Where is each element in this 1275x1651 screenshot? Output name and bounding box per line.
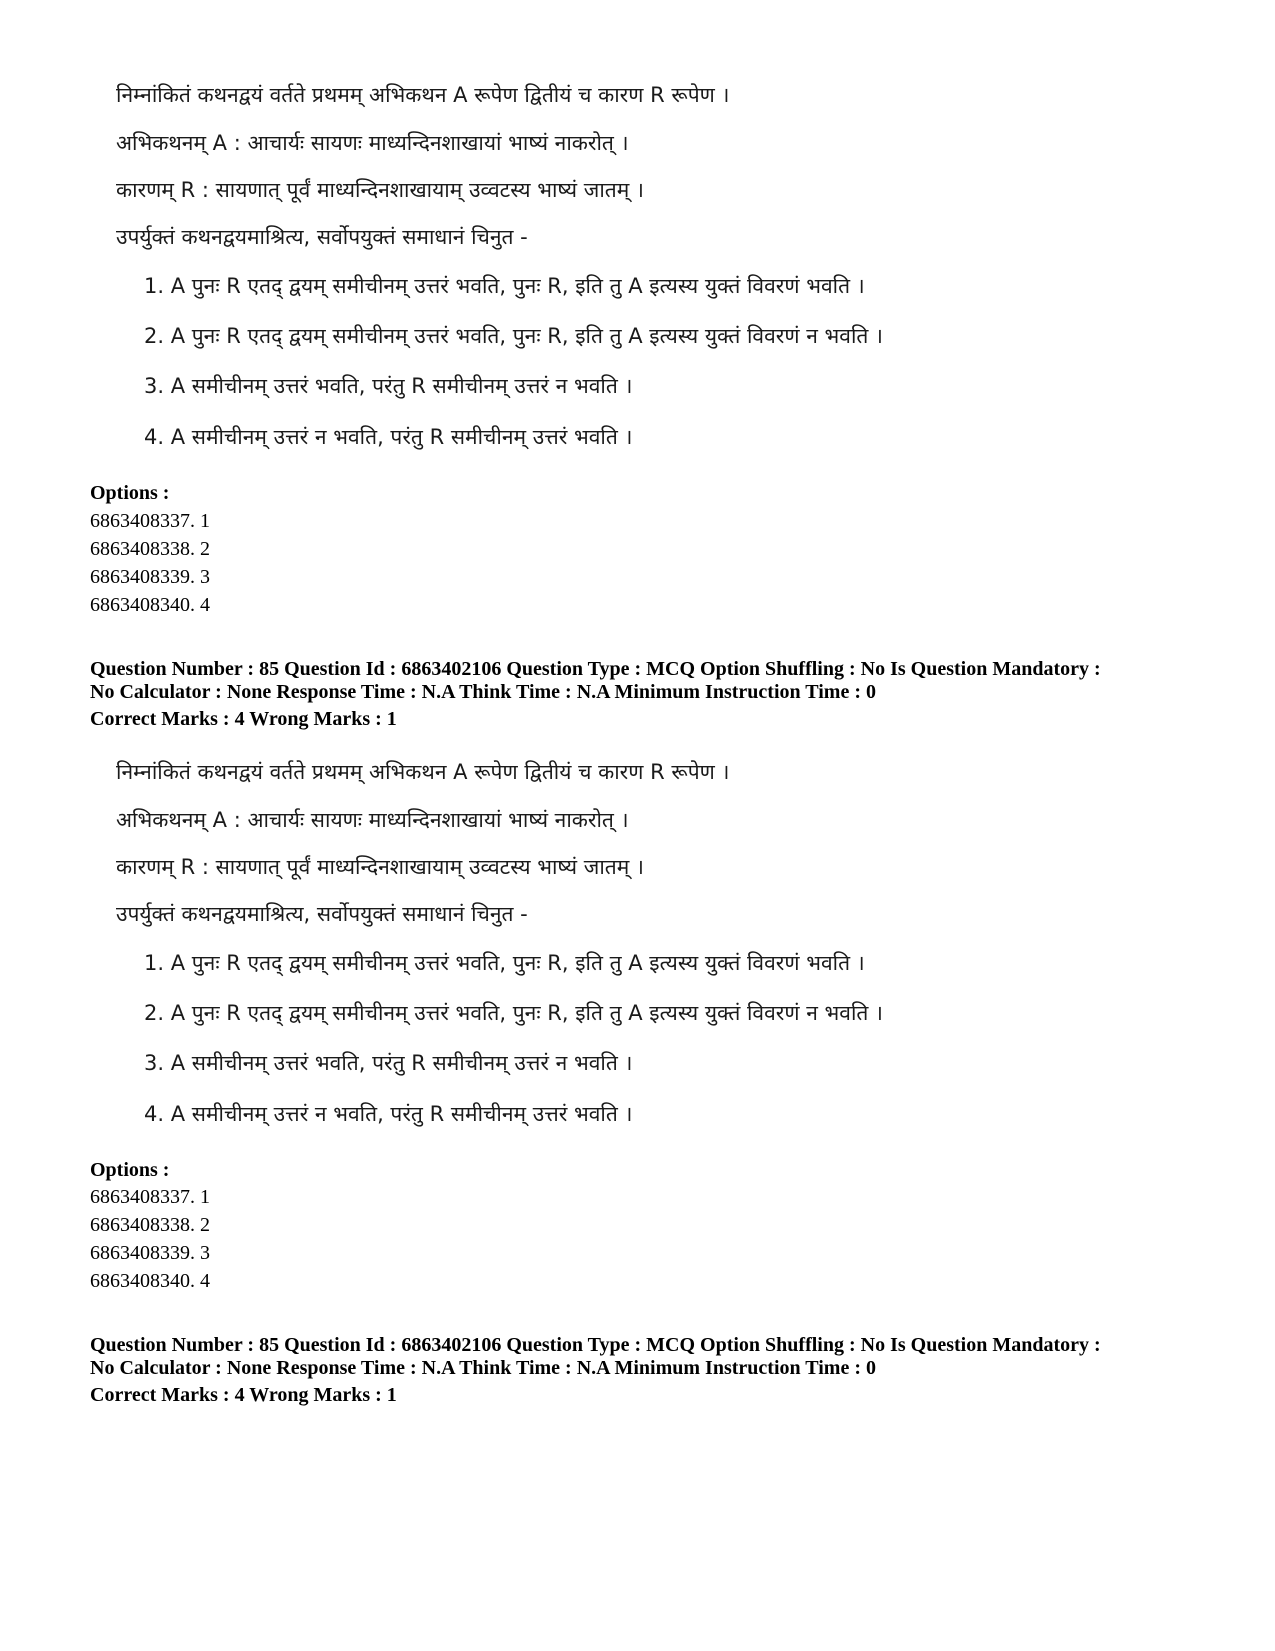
option-row: 6863408338. 2: [90, 538, 210, 560]
marks-line: Correct Marks : 4 Wrong Marks : 1: [90, 708, 397, 730]
question-instruction: उपर्युक्तं कथनद्वयमाश्रित्य, सर्वोपयुक्तं समाधानं चिनुत -: [116, 902, 528, 926]
question-intro: निम्नांकितं कथनद्वयं वर्तते प्रथमम् अभिकथन A रूपेण द्वितीयं च कारण R रूपेण ।: [116, 760, 730, 784]
choice-2: 2. A पुनः R एतद् द्वयम् समीचीनम् उत्तरं भवति, पुनः R, इति तु A इत्यस्य युक्तं विवरणं न भवति ।: [144, 324, 884, 348]
assertion-text: अभिकथनम् A : आचार्यः सायणः माध्यन्दिनशाखायां भाष्यं नाकरोत् ।: [116, 131, 629, 155]
choice-1: 1. A पुनः R एतद् द्वयम् समीचीनम् उत्तरं भवति, पुनः R, इति तु A इत्यस्य युक्तं विवरणं भवति ।: [144, 951, 865, 975]
choice-2: 2. A पुनः R एतद् द्वयम् समीचीनम् उत्तरं भवति, पुनः R, इति तु A इत्यस्य युक्तं विवरणं न भवति ।: [144, 1001, 884, 1025]
choice-4: 4. A समीचीनम् उत्तरं न भवति, परंतु R समीचीनम् उत्तरं भवति ।: [144, 425, 633, 449]
choice-4: 4. A समीचीनम् उत्तरं न भवति, परंतु R समीचीनम् उत्तरं भवति ।: [144, 1102, 633, 1126]
question-meta-line: Question Number : 85 Question Id : 6863402106 Question Type : MCQ Option Shuffling : No Is Question Mandatory :: [90, 658, 1101, 680]
option-row: 6863408339. 3: [90, 1242, 210, 1264]
marks-line: Correct Marks : 4 Wrong Marks : 1: [90, 1384, 397, 1406]
options-label: Options :: [90, 1159, 170, 1181]
option-row: 6863408338. 2: [90, 1214, 210, 1236]
reason-text: कारणम् R : सायणात् पूर्वं माध्यन्दिनशाखायाम् उव्वटस्य भाष्यं जातम् ।: [116, 855, 644, 879]
choice-3: 3. A समीचीनम् उत्तरं भवति, परंतु R समीचीनम् उत्तरं न भवति ।: [144, 374, 633, 398]
option-row: 6863408340. 4: [90, 594, 210, 616]
assertion-text: अभिकथनम् A : आचार्यः सायणः माध्यन्दिनशाखायां भाष्यं नाकरोत् ।: [116, 808, 629, 832]
question-intro: निम्नांकितं कथनद्वयं वर्तते प्रथमम् अभिकथन A रूपेण द्वितीयं च कारण R रूपेण ।: [116, 83, 730, 107]
question-instruction: उपर्युक्तं कथनद्वयमाश्रित्य, सर्वोपयुक्तं समाधानं चिनुत -: [116, 225, 528, 249]
question-meta-line: No Calculator : None Response Time : N.A Think Time : N.A Minimum Instruction Time : 0: [90, 1357, 876, 1379]
reason-text: कारणम् R : सायणात् पूर्वं माध्यन्दिनशाखायाम् उव्वटस्य भाष्यं जातम् ।: [116, 178, 644, 202]
option-row: 6863408337. 1: [90, 510, 210, 532]
options-label: Options :: [90, 482, 170, 504]
question-meta-line: No Calculator : None Response Time : N.A Think Time : N.A Minimum Instruction Time : 0: [90, 681, 876, 703]
choice-3: 3. A समीचीनम् उत्तरं भवति, परंतु R समीचीनम् उत्तरं न भवति ।: [144, 1051, 633, 1075]
option-row: 6863408339. 3: [90, 566, 210, 588]
question-meta-line: Question Number : 85 Question Id : 6863402106 Question Type : MCQ Option Shuffling : No Is Question Mandatory :: [90, 1334, 1101, 1356]
choice-1: 1. A पुनः R एतद् द्वयम् समीचीनम् उत्तरं भवति, पुनः R, इति तु A इत्यस्य युक्तं विवरणं भवति ।: [144, 274, 865, 298]
option-row: 6863408337. 1: [90, 1186, 210, 1208]
option-row: 6863408340. 4: [90, 1270, 210, 1292]
